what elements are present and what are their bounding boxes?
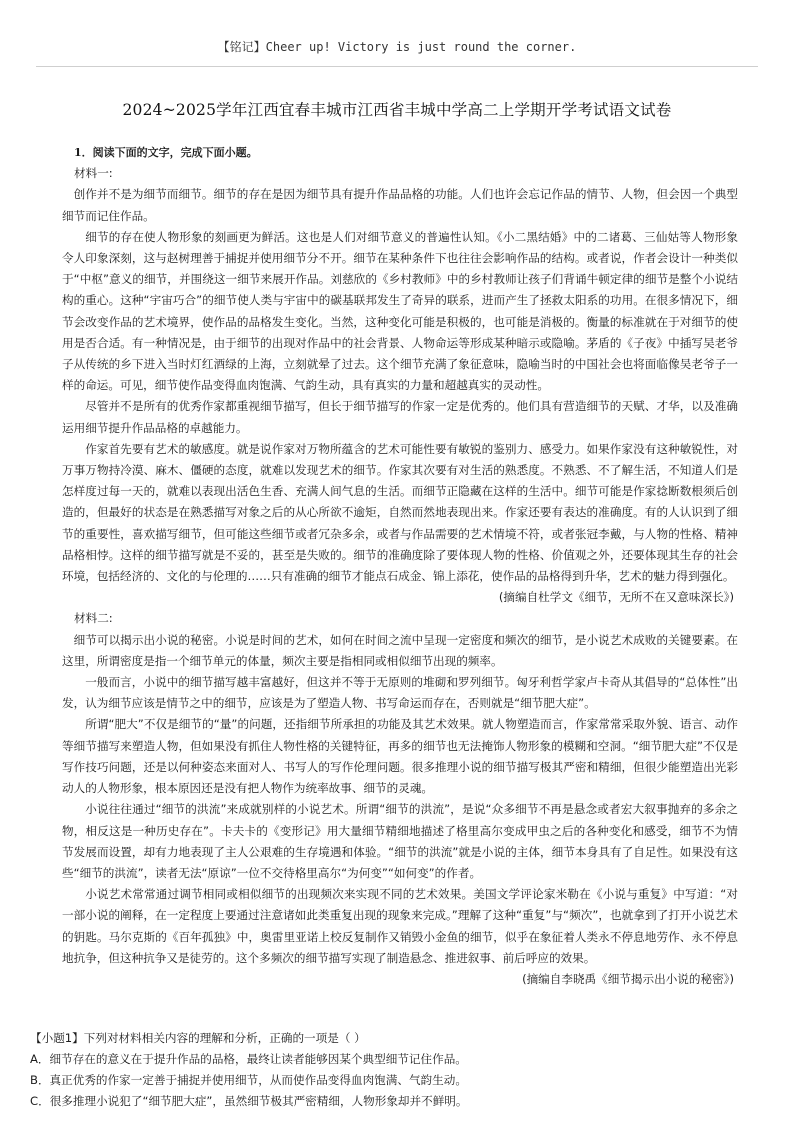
question-1-option-b: B．真正优秀的作家一定善于捕捉并使用细节，从而使作品变得血肉饱满、气韵生动。 [30,1073,467,1087]
question-1-option-c: C．很多推理小说犯了“细节肥大症”，虽然细节极其严密精细，人物形象却并不鲜明。 [30,1094,468,1108]
material-1-paragraph: 细节的存在使人物形象的刻画更为鲜活。这也是人们对细节意义的普遍性认知。《小二黑结婚》中的二诸葛、三仙姑等人物形象令人印象深刻，这与赵树理善于捕捉并使用细节分不开。细节在某种条件下也往往会影响作品的结构。或者说，作者会设计一种类似于“中枢”意义的细节，并围绕这一细节来展开作品。刘慈欣的《乡村教师》中的乡村教师让孩子们背诵牛顿定律的细节是整个小说结构的重心。这种“宇宙巧合”的细节使人类与宇宙中的碳基联邦发生了奇异的联系，进而产生了拯救太阳系的功用。在很多情况下，细节会改变作品的艺术境界，使作品的品格发生变化。当然，这种变化可能是积极的，也可能是消极的。衡量的标准就在于对细节的使用是否合适。有一种情况是，由于细节的出现对作品中的社会背景、人物命运等形成某种暗示或隐喻。茅盾的《子夜》中插写吴老爷子从传统的乡下进入当时灯红酒绿的上海，立刻就晕了过去。这个细节充满了象征意味，隐喻当时的中国社会也将面临像吴老爷子一样的命运。可见，细节使作品变得血肉饱满、气韵生动，具有真实的力量和超越真实的灵动性。 [62,229,738,393]
material-1-source: (摘编自杜学文《细节，无所不在又意味深长》) [498,590,734,605]
question-1 [30,1028,750,1112]
material-2-paragraph: 小说往往通过“细节的洪流”来成就别样的小说艺术。所谓“细节的洪流”，是说“众多细节不再是悬念或者宏大叙事抛弃的多余之物，相反这是一种历史存在”。卡夫卡的《变形记》用大量细节精细地描述了格里高尔变成甲虫之后的各种变化和感受，细节不为情节发展而设置，却有力地表现了主人公艰难的生存境遇和体验。“细节的洪流”就是小说的主体，细节本身具有了自足性。如果没有这些“细节的洪流”，读者无法“原谅”一位不交待格里高尔“为何变”“如何变”的作者。 [62,802,738,880]
material-1-paragraph: 尽管并不是所有的优秀作家都重视细节描写，但长于细节描写的作家一定是优秀的。他们具有营造细节的天赋、才华，以及准确运用细节提升作品品格的卓越能力。 [62,399,738,435]
question-1-stem: 【小题1】下列对材料相关内容的理解和分析，正确的一项是（ ） [30,1031,366,1045]
material-2-source: (摘编自李晓禹《细节揭示出小说的秘密》) [522,971,734,986]
material-2-paragraph: 所谓“肥大”不仅是细节的“量”的问题，还指细节所承担的功能及其艺术效果。就人物塑造而言，作家常常采取外貌、语言、动作等细节描写来塑造人物，但如果没有抓住人物性格的关键特征，再多的细节也无法掩饰人物形象的模糊和空洞。“细节肥大症”不仅是写作技巧问题，还是以何种姿态来面对人、书写人的写作伦理问题。很多推理小说的细节描写极其严密和精细，但很少能塑造出光彩动人的人物形象，根本原因还是没有把人物作为统率故事、细节的灵魂。 [62,717,738,796]
question-intro: 1．阅读下面的文字，完成下面小题。 [74,146,258,159]
material-2-label: 材料二: [74,611,113,626]
material-1-paragraph: 作家首先要有艺术的敏感度。就是说作家对万物所蕴含的艺术可能性要有敏锐的鉴别力、感受力。如果作家没有这种敏锐性，对万事万物持冷漠、麻木、僵硬的态度，就难以发现艺术的细节。作家其次要有对生活的熟悉度。不熟悉、不了解生活，不知道人们是怎样度过每一天的，就难以表现出活色生香、充满人间气息的生活。而细节正隐藏在这样的生活中。细节可能是作家捻断数根须后创造的，但最好的状态是在熟悉描写对象之后的从心所欲不逾矩，自然而然地表现出来。作家还要有表达的准确度。有的人认识到了细节的重要性，喜欢描写细节，但可能这些细节或者冗杂多余，或者与作品需要的艺术情境不符，或者张冠李戴，与人物的性格、精神品格相悖。这样的细节描写就是不妥的，甚至是失败的。细节的准确度除了要体现人物的性格、价值观之外，还要体现其生存的社会环境，包括经济的、文化的与伦理的……只有准确的细节才能点石成金、锦上添花，使作品的品格得到升华，艺术的魅力得到强化。 [62,441,738,584]
reading-passage [62,142,738,990]
material-1-paragraph: 创作并不是为细节而细节。细节的存在是因为细节具有提升作品品格的功能。人们也许会忘记作品的情节、人物，但会因一个典型细节而记住作品。 [62,187,738,223]
page-header-motto: 【铭记】Cheer up! Victory is just round the corner. [217,40,577,54]
header-divider [36,66,758,67]
material-1-label: 材料一: [74,166,113,181]
material-2-paragraph: 小说艺术常常通过调节相同或相似细节的出现频次来实现不同的艺术效果。美国文学评论家米勒在《小说与重复》中写道：“对一部小说的阐释，在一定程度上要通过注意诸如此类重复出现的现象来完成。”理解了这种“重复”与“频次”，也就拿到了打开小说艺术的钥匙。马尔克斯的《百年孤独》中，奥雷里亚诺上校反复制作又销毁小金鱼的细节，似乎在象征着人类永不停息地劳作、永不停息地抗争，但这种抗争又是徒劳的。这个多频次的细节描写实现了制造悬念、推进叙事、前后呼应的效果。 [62,887,738,965]
material-2-paragraph: 细节可以揭示出小说的秘密。小说是时间的艺术，如何在时间之流中呈现一定密度和频次的细节，是小说艺术成败的关键要素。在这里，所谓密度是指一个细节单元的体量，频次主要是指相同或相似细节出现的频率。 [62,632,738,668]
exam-title: 2024~2025学年江西宜春丰城市江西省丰城中学高二上学期开学考试语文试卷 [122,101,672,119]
material-2-paragraph: 一般而言，小说中的细节描写越丰富越好，但这并不等于无原则的堆砌和罗列细节。匈牙利哲学家卢卡奇从其倡导的“总体性”出发，认为细节应该是情节之中的细节，应该是为了塑造人物、书写命运而存在，否则就是“细节肥大症”。 [62,675,738,711]
question-1-option-a: A．细节存在的意义在于提升作品的品格，最终让读者能够因某个典型细节记住作品。 [30,1052,467,1066]
